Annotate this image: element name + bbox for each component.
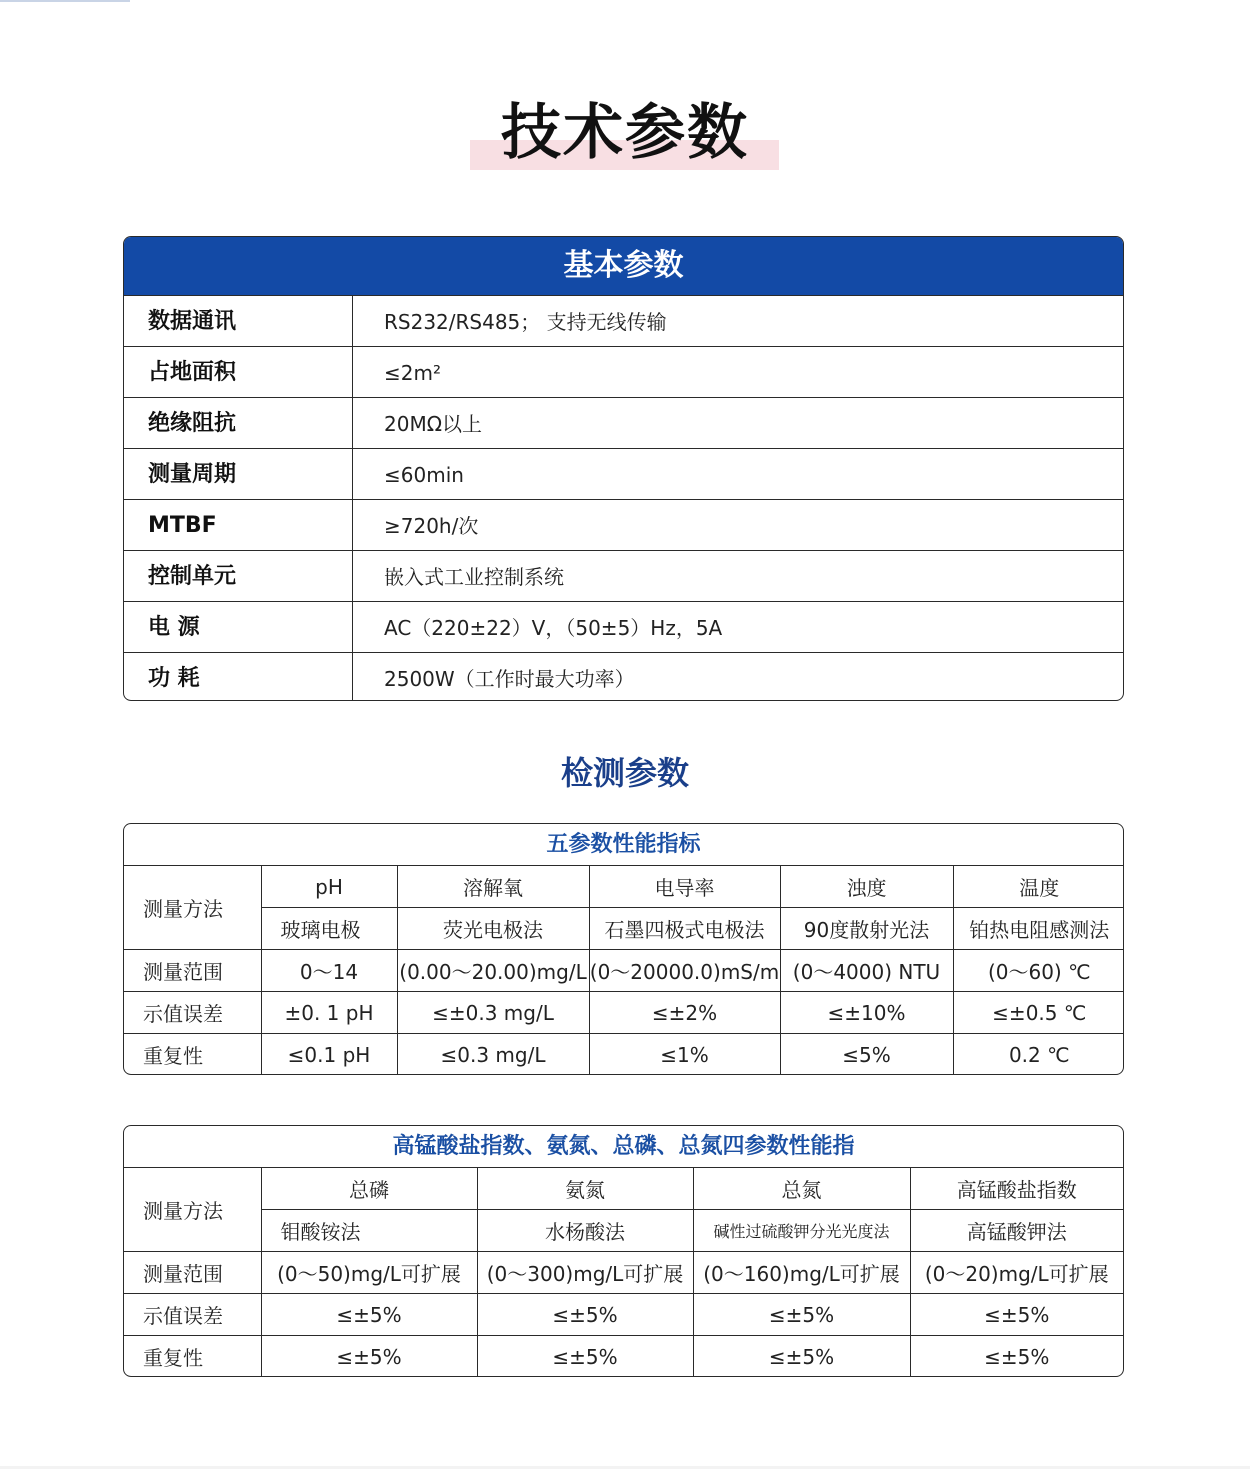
param-header: 氨氮	[477, 1168, 693, 1210]
method-cell: 石墨四极式电极法	[589, 908, 780, 950]
method-cell: 水杨酸法	[477, 1210, 693, 1252]
row-label-range: 测量范围	[124, 950, 261, 992]
row-label-error: 示值误差	[124, 992, 261, 1034]
param-header: pH	[261, 866, 397, 908]
range-cell: (0～4000) NTU	[780, 950, 953, 992]
basic-row-label: 测量周期	[124, 449, 353, 499]
basic-row-label: 绝缘阻抗	[124, 398, 353, 448]
basic-row	[124, 398, 1123, 449]
basic-row-label: 控制单元	[124, 551, 353, 601]
basic-row	[124, 602, 1123, 653]
four-params-grid	[124, 1168, 1123, 1377]
range-cell: (0～50)mg/L可扩展	[261, 1252, 477, 1294]
table-row	[124, 866, 1124, 908]
table-row	[124, 1168, 1123, 1210]
range-cell: (0～20000.0)mS/m	[589, 950, 780, 992]
param-header: 溶解氧	[397, 866, 589, 908]
basic-row-label: 功 耗	[124, 653, 353, 701]
error-cell: ≤±5%	[261, 1294, 477, 1336]
top-accent-line	[0, 0, 130, 2]
row-label-repeat: 重复性	[124, 1336, 261, 1378]
error-cell: ≤±5%	[910, 1294, 1123, 1336]
basic-row-value: ≤60min	[384, 463, 464, 487]
basic-row	[124, 500, 1123, 551]
basic-row	[124, 551, 1123, 602]
four-params-table	[123, 1125, 1124, 1377]
param-header: 总磷	[261, 1168, 477, 1210]
method-cell: 铂热电阻感测法	[953, 908, 1124, 950]
five-params-title: 五参数性能指标	[124, 824, 1123, 866]
error-cell: ≤±5%	[693, 1294, 910, 1336]
five-params-grid	[124, 866, 1124, 1075]
error-cell: ±0. 1 pH	[261, 992, 397, 1034]
row-label-range: 测量范围	[124, 1252, 261, 1294]
row-label-method: 测量方法	[124, 866, 261, 950]
method-cell: 高锰酸钾法	[910, 1210, 1123, 1252]
repeat-cell: ≤0.1 pH	[261, 1034, 397, 1076]
table-row	[124, 1252, 1123, 1294]
table-row	[124, 1210, 1123, 1252]
basic-row-label: 电 源	[124, 602, 353, 652]
table-row	[124, 992, 1124, 1034]
method-cell: 碱性过硫酸钾分光光度法	[693, 1210, 910, 1252]
basic-row-label: 占地面积	[124, 347, 353, 397]
basic-row	[124, 653, 1123, 701]
range-cell: (0～160)mg/L可扩展	[693, 1252, 910, 1294]
repeat-cell: ≤±5%	[910, 1336, 1123, 1378]
param-header: 温度	[953, 866, 1124, 908]
five-params-table	[123, 823, 1124, 1075]
page-title: 技术参数	[501, 98, 749, 168]
row-label-repeat: 重复性	[124, 1034, 261, 1076]
row-label-error: 示值误差	[124, 1294, 261, 1336]
repeat-cell: 0.2 ℃	[953, 1034, 1124, 1076]
error-cell: ≤±2%	[589, 992, 780, 1034]
error-cell: ≤±10%	[780, 992, 953, 1034]
param-header: 浊度	[780, 866, 953, 908]
table-row	[124, 1336, 1123, 1378]
basic-row-value: 嵌入式工业控制系统	[384, 565, 564, 589]
repeat-cell: ≤5%	[780, 1034, 953, 1076]
page-title-block	[470, 92, 780, 170]
range-cell: (0～20)mg/L可扩展	[910, 1252, 1123, 1294]
repeat-cell: ≤±5%	[693, 1336, 910, 1378]
repeat-cell: ≤0.3 mg/L	[397, 1034, 589, 1076]
range-cell: (0～300)mg/L可扩展	[477, 1252, 693, 1294]
param-header: 电导率	[589, 866, 780, 908]
method-cell: 90度散射光法	[780, 908, 953, 950]
error-cell: ≤±0.5 ℃	[953, 992, 1124, 1034]
method-cell: 玻璃电极	[261, 908, 397, 950]
param-header: 总氮	[693, 1168, 910, 1210]
basic-row-value: AC（220±22）V，（50±5）Hz，5A	[384, 616, 723, 640]
error-cell: ≤±0.3 mg/L	[397, 992, 589, 1034]
method-cell: 荧光电极法	[397, 908, 589, 950]
basic-params-table	[123, 236, 1124, 701]
table-row	[124, 1034, 1124, 1076]
table-row	[124, 1294, 1123, 1336]
param-header: 高锰酸盐指数	[910, 1168, 1123, 1210]
method-cell: 钼酸铵法	[261, 1210, 477, 1252]
table-row	[124, 908, 1124, 950]
basic-row-value: 20MΩ以上	[384, 412, 482, 436]
basic-row	[124, 296, 1123, 347]
repeat-cell: ≤±5%	[477, 1336, 693, 1378]
basic-params-header: 基本参数	[124, 237, 1123, 296]
basic-row-label: 数据通讯	[124, 296, 353, 346]
four-params-title: 高锰酸盐指数、氨氮、总磷、总氮四参数性能指	[124, 1126, 1123, 1168]
repeat-cell: ≤±5%	[261, 1336, 477, 1378]
repeat-cell: ≤1%	[589, 1034, 780, 1076]
basic-row	[124, 449, 1123, 500]
range-cell: 0～14	[261, 950, 397, 992]
detection-params-title: 检测参数	[560, 754, 689, 792]
basic-row-label: MTBF	[124, 500, 353, 550]
error-cell: ≤±5%	[477, 1294, 693, 1336]
basic-row-value: RS232/RS485； 支持无线传输	[384, 310, 667, 334]
basic-row-value: ≥720h/次	[384, 514, 479, 538]
row-label-method: 测量方法	[124, 1168, 261, 1252]
table-row	[124, 950, 1124, 992]
basic-row-value: ≤2m²	[384, 361, 441, 385]
basic-row-value: 2500W（工作时最大功率）	[384, 667, 635, 691]
range-cell: (0～60) ℃	[953, 950, 1124, 992]
range-cell: (0.00～20.00)mg/L	[397, 950, 589, 992]
basic-row	[124, 347, 1123, 398]
